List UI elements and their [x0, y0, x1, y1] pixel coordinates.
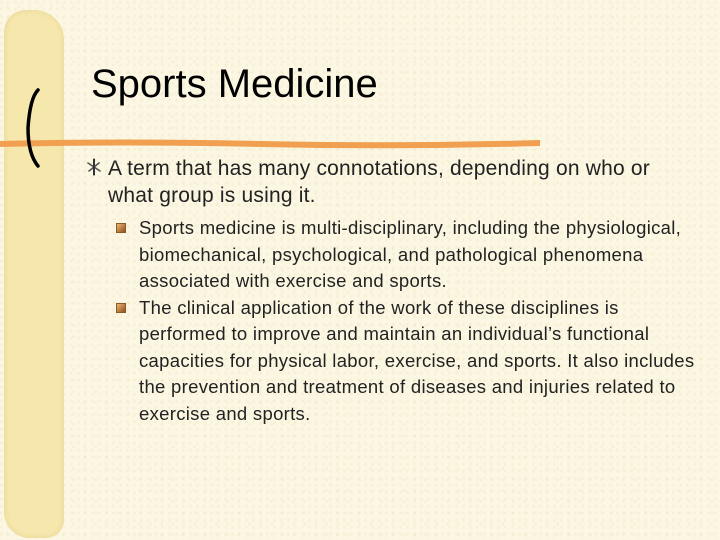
slide-content — [86, 155, 696, 427]
slide-title: Sports Medicine — [91, 62, 378, 106]
orange-accent-line — [0, 139, 540, 149]
sub-bullet-list — [116, 215, 696, 427]
bullet-item — [86, 155, 696, 209]
sub-bullet-text: The clinical application of the work of these disciplines is performed to improve and maintain an individual’s functional capacities for physical labor, exercise, and sports. It also includes the prevention and treatment of diseases and injuries related to exercise and sports. — [139, 296, 695, 424]
sub-bullet-item — [116, 215, 696, 295]
square-bullet-icon — [116, 303, 126, 313]
square-bullet-icon — [116, 223, 126, 233]
sparkle-bullet-icon — [86, 158, 102, 176]
bullet-text: A term that has many connotations, depending on who or what group is using it. — [108, 157, 650, 207]
sub-bullet-item — [116, 295, 696, 428]
bracket-icon — [16, 88, 46, 168]
sub-bullet-text: Sports medicine is multi-disciplinary, including the physiological, biomechanical, psychological, and pathological phenomena associated with exercise and sports. — [139, 217, 682, 291]
